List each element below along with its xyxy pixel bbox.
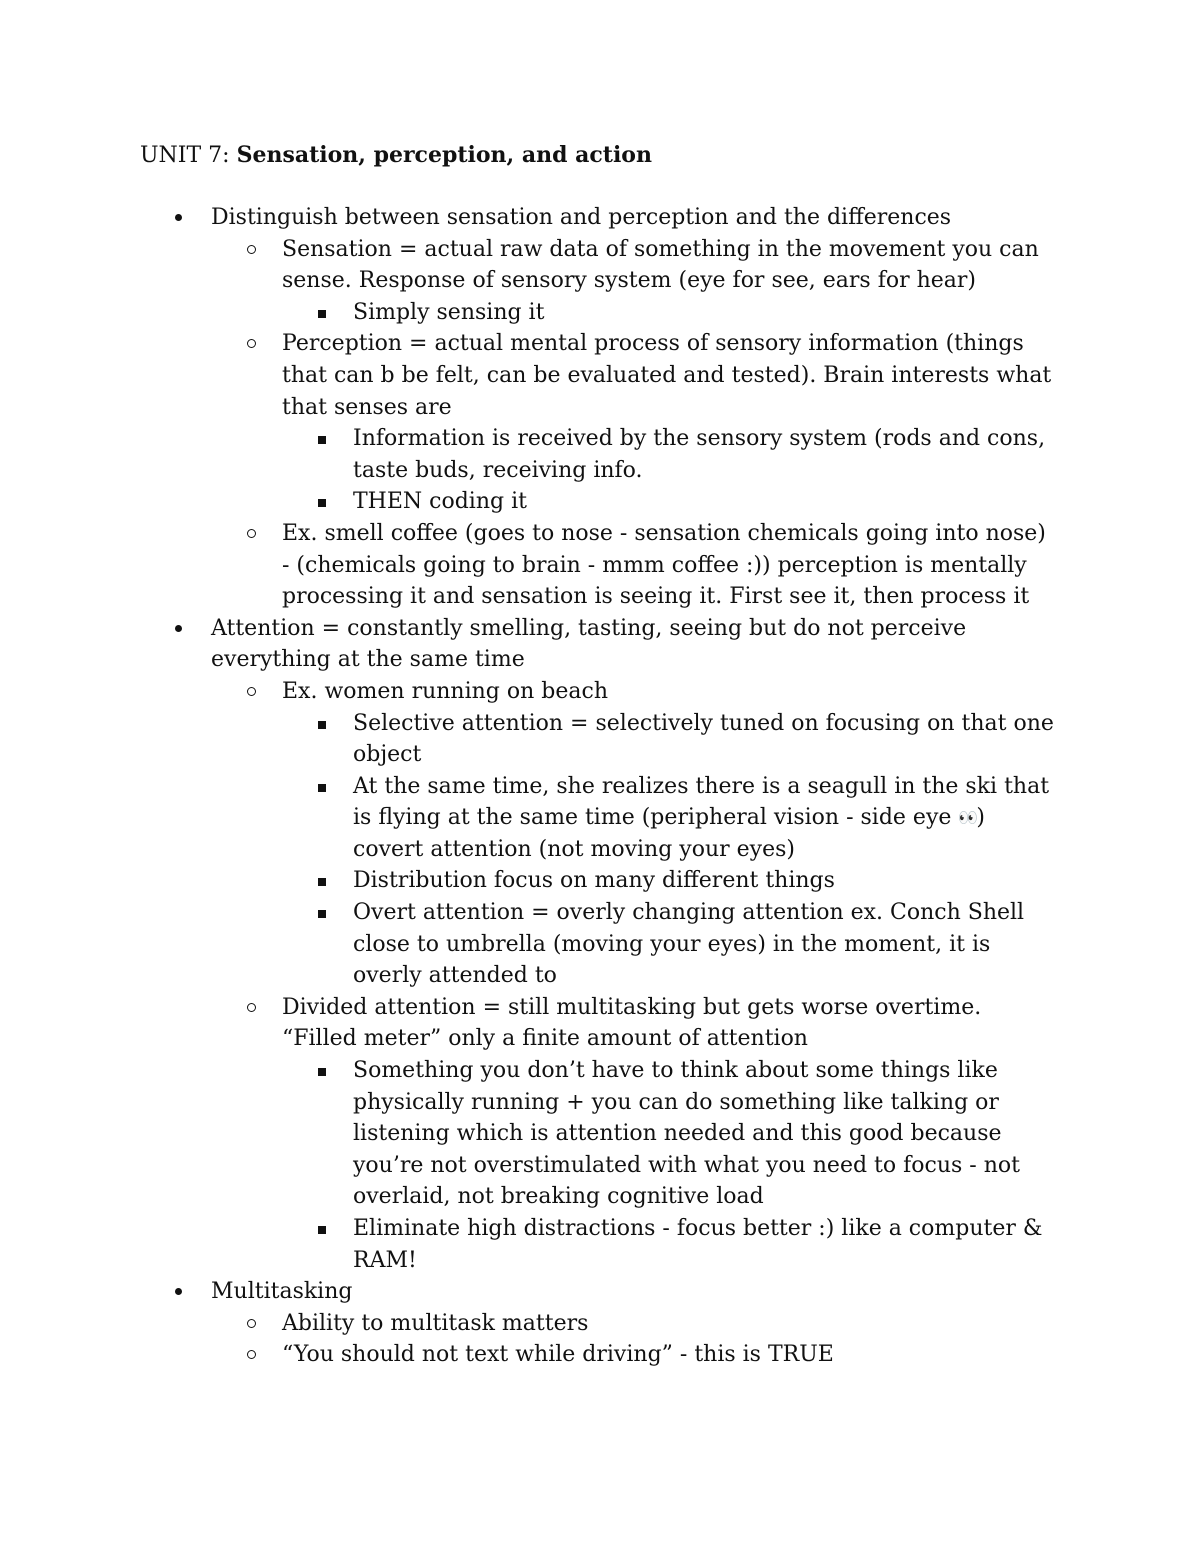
list-item-text: Attention = constantly smelling, tasting, seeing but do not perceive everything at the same time (211, 615, 967, 673)
list-item (282, 423, 1060, 486)
square-bullet (318, 865, 326, 899)
list-item (211, 992, 1060, 1276)
circle-bullet (247, 234, 256, 267)
list-item (282, 1213, 1060, 1276)
circle-bullet (247, 328, 256, 361)
list-item (282, 708, 1060, 771)
list-item (211, 234, 1060, 329)
list-item-text: Simply sensing it (353, 299, 545, 325)
list-item (211, 328, 1060, 518)
square-bullet (318, 708, 326, 742)
list-item-text-after: ) covert attention (not moving your eyes) (353, 805, 985, 862)
list-item (282, 897, 1060, 992)
square-bullet (318, 1213, 326, 1247)
sub-sub-list (282, 1055, 1060, 1276)
list-item-text: Distinguish between sensation and perception and the differences (211, 205, 952, 230)
eyes-icon: 👀 (958, 808, 977, 828)
list-item-text: “You should not text while driving” - this is TRUE (282, 1342, 834, 1368)
sub-list (211, 234, 1060, 613)
square-bullet (318, 486, 326, 520)
list-item-text: Something you don’t have to think about some things like physically running + you can do something like talking or listening which is attention needed and this good because you’re not overstimulated with what you need to focus - not overlaid, not breaking cognitive load (353, 1058, 1020, 1210)
sub-list (211, 1308, 1060, 1371)
circle-bullet (247, 518, 256, 551)
list-item-text: Distribution focus on many different things (353, 868, 835, 894)
list-item-text: Divided attention = still multitasking but gets worse overtime. “Filled meter” only a finite amount of attention (282, 994, 982, 1052)
document-title (140, 139, 1060, 172)
list-item-text: Perception = actual mental process of sensory information (things that can b be felt, can be evaluated and tested). Brain interests what that senses are (282, 331, 1052, 420)
disc-bullet (175, 613, 182, 645)
sub-sub-list (282, 297, 1060, 329)
disc-bullet (175, 1276, 182, 1308)
list-item (140, 202, 1060, 613)
list-item (282, 486, 1060, 518)
sub-list (211, 676, 1060, 1276)
square-bullet (318, 1055, 326, 1089)
list-item-text: Ex. women running on beach (282, 678, 608, 704)
list-item-text: Eliminate high distractions - focus better :) like a computer & RAM! (353, 1216, 1043, 1273)
square-bullet (318, 423, 326, 457)
circle-bullet (247, 1339, 256, 1372)
list-item (211, 518, 1060, 613)
square-bullet (318, 771, 326, 805)
list-item (211, 1308, 1060, 1340)
list-item (282, 297, 1060, 329)
list-item-text: THEN coding it (353, 489, 527, 515)
title-prefix: UNIT 7: (140, 143, 237, 168)
list-item (211, 1339, 1060, 1371)
list-item-text: Ability to multitask matters (282, 1310, 589, 1336)
list-item (282, 865, 1060, 897)
list-item (282, 1055, 1060, 1213)
list-item-text: Selective attention = selectively tuned on focusing on that one object (353, 710, 1054, 768)
circle-bullet (247, 1308, 256, 1341)
disc-bullet (175, 202, 182, 234)
list-item (282, 771, 1060, 866)
list-item (140, 613, 1060, 1276)
list-item-text: Sensation = actual raw data of something in the movement you can sense. Response of sensory system (eye for see, ears for hear) (282, 236, 1039, 294)
circle-bullet (247, 992, 256, 1025)
circle-bullet (247, 676, 256, 709)
list-item-text: Information is received by the sensory system (rods and cons, taste buds, receiving info. (353, 426, 1046, 483)
list-item-text: Overt attention = overly changing attention ex. Conch Shell close to umbrella (moving your eyes) in the moment, it is overly attended to (353, 900, 1025, 989)
square-bullet (318, 897, 326, 931)
list-item (140, 1276, 1060, 1371)
square-bullet (318, 297, 326, 331)
title-bold: Sensation, perception, and action (236, 142, 652, 168)
list-item-text: Ex. smell coffee (goes to nose - sensation chemicals going into nose) - (chemicals going to brain - mmm coffee :)) perception is mentally processing it and sensation is seeing it. First see it, then process it (282, 520, 1046, 610)
outline-list (140, 202, 1060, 1371)
list-item-text-before: At the same time, she realizes there is a seagull in the ski that is flying at the same time (peripheral vision - side eye (353, 773, 1050, 831)
list-item (211, 676, 1060, 992)
sub-sub-list (282, 423, 1060, 518)
list-item-text: Multitasking (211, 1279, 353, 1305)
sub-sub-list (282, 708, 1060, 992)
